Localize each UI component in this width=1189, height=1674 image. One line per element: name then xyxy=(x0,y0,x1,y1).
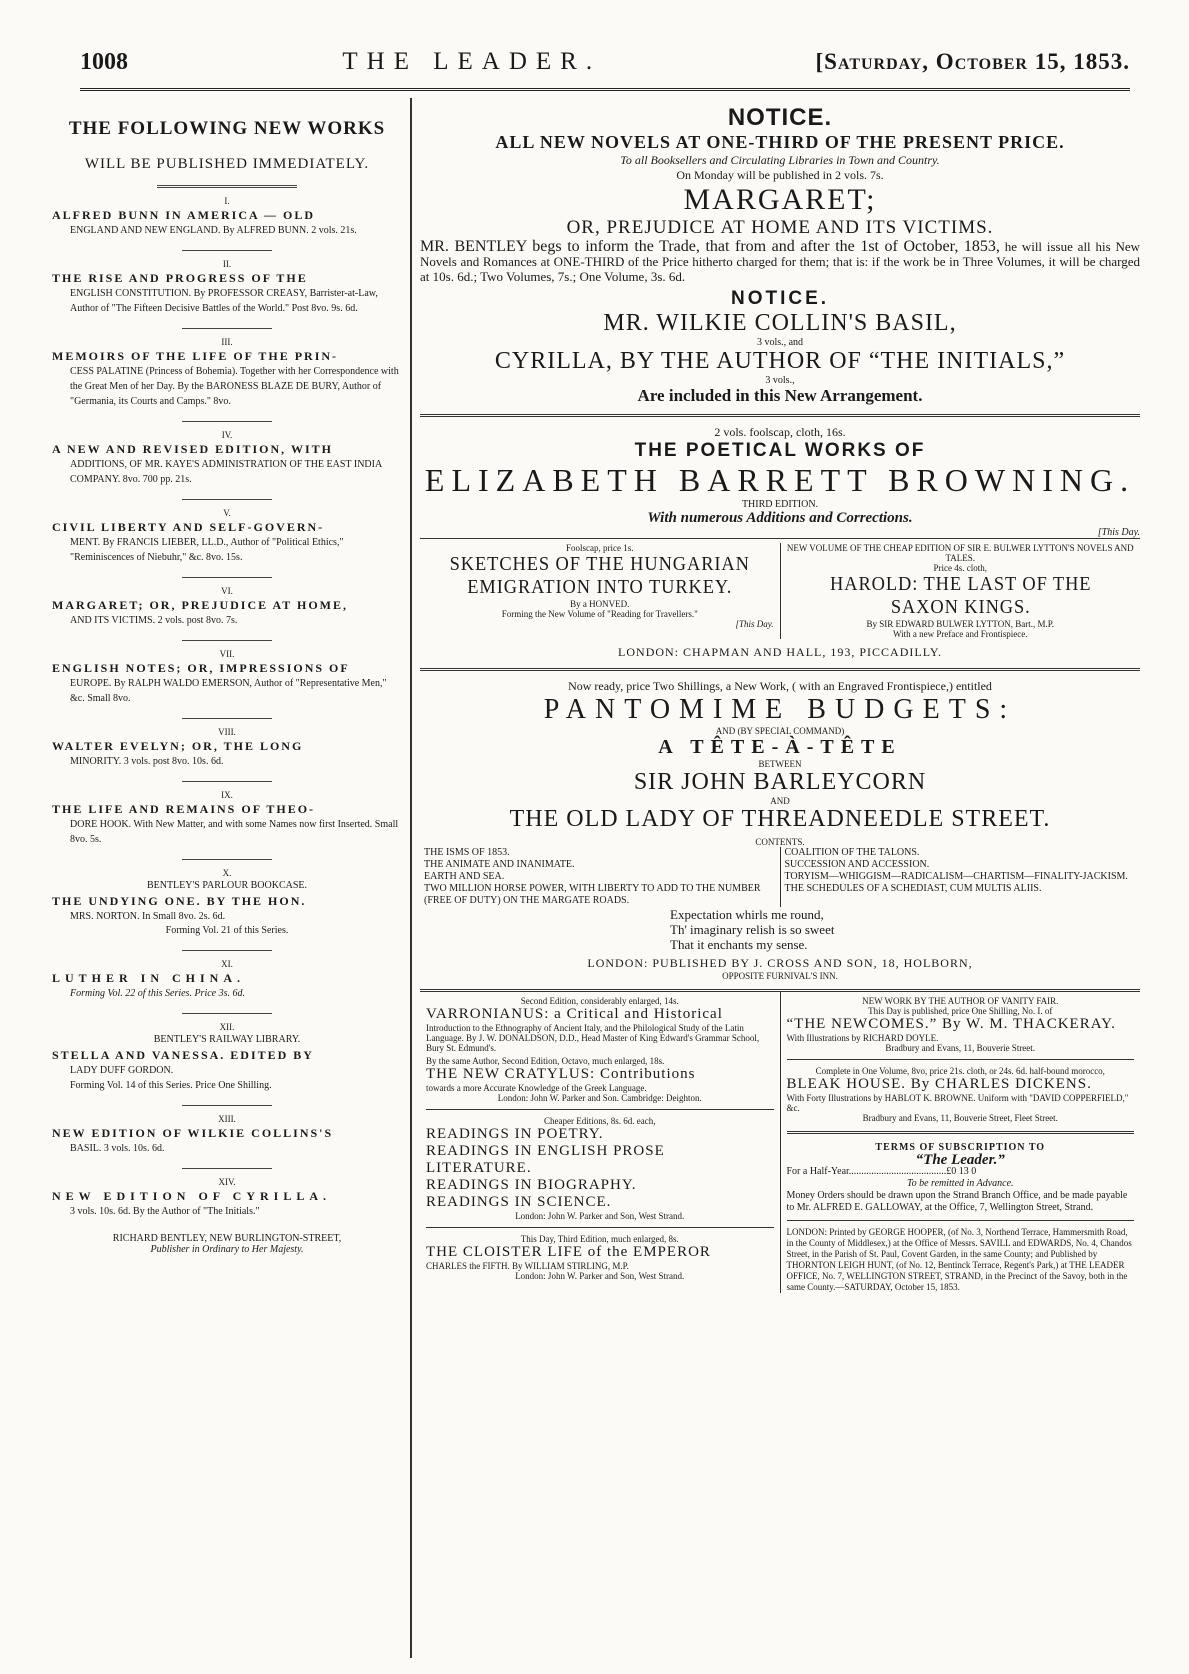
panto-contents-label: CONTENTS. xyxy=(755,837,805,847)
entry-number: V. xyxy=(223,508,231,518)
panto-contents xyxy=(420,847,1140,907)
readings-top: Cheaper Editions, 8s. 6d. each, xyxy=(544,1116,656,1126)
entry-desc: ADDITIONS, OF MR. KAYE'S ADMINISTRATION OF THE EAST INDIA COMPANY. 8vo. 700 pp. 21s. xyxy=(70,459,382,485)
entry-title: STELLA AND VANESSA. EDITED BY xyxy=(52,1048,314,1062)
contents-left xyxy=(420,847,780,907)
newcomes-pub: Bradbury and Evans, 11, Bouverie Street. xyxy=(885,1043,1036,1053)
entry-desc: CESS PALATINE (Princess of Bohemia). Together with her Correspondence with the Great Men of her Day. By the BARONESS BLAZE DE BURY, Author of "Germania, its Courts and Camps." 8vo. xyxy=(70,366,399,407)
cratylus-title: THE NEW CRATYLUS: Contributions xyxy=(426,1066,696,1082)
entry-xi xyxy=(52,950,402,1001)
entry-desc: MRS. NORTON. In Small 8vo. 2s. 6d. xyxy=(70,911,226,922)
entry-number: VI. xyxy=(221,586,233,596)
divider xyxy=(426,1109,774,1110)
bentley-body: he will issue all his New Novels and Romances at ONE-THIRD of the Price hitherto charged for them; that is: if the work be in Three Volumes, it will be charged at 10s. 6d.; Two Volumes, 7s.; One Volume, 3s. 6d. xyxy=(420,239,1140,284)
contents-right xyxy=(780,847,1141,907)
entry-title: THE LIFE AND REMAINS OF THEO- xyxy=(52,802,316,816)
divider xyxy=(157,185,297,188)
harold-price: Price 4s. cloth, xyxy=(933,563,987,573)
entry-desc: MENT. By FRANCIS LIEBER, LL.D., Author of "Political Ethics," "Reminiscences of Niebuhr," &c. 8vo. 15s. xyxy=(70,537,344,563)
poem-line: That it enchants my sense. xyxy=(670,937,808,952)
readings-prose: READINGS IN ENGLISH PROSE LITERATURE. xyxy=(426,1143,665,1176)
divider xyxy=(182,421,272,422)
entry-number: X. xyxy=(222,868,232,878)
arrangement-note: Are included in this New Arrangement. xyxy=(637,386,923,405)
divider xyxy=(182,950,272,951)
panto-opposite: OPPOSITE FURNIVAL'S INN. xyxy=(722,971,838,981)
harold-ad xyxy=(780,543,1141,639)
entry-title: MEMOIRS OF THE LIFE OF THE PRIN- xyxy=(52,349,339,363)
entry-number: XIV. xyxy=(218,1177,236,1187)
newcomes-top: This Day is published, price One Shilling, No. I. of xyxy=(868,1006,1053,1016)
entry-number: XIII. xyxy=(218,1114,236,1124)
divider xyxy=(787,1059,1135,1060)
margaret-subtitle: OR, PREJUDICE AT HOME AND ITS VICTIMS. xyxy=(566,217,994,238)
harold-head: NEW VOLUME OF THE CHEAP EDITION OF SIR E. BULWER LYTTON'S NOVELS AND TALES. xyxy=(786,543,1134,563)
cloister-body: CHARLES the FIFTH. By WILLIAM STIRLING, M.P. xyxy=(426,1261,629,1271)
entry-number: III. xyxy=(221,337,233,347)
divider xyxy=(182,1013,272,1014)
entry-desc: LADY DUFF GORDON. xyxy=(70,1065,174,1076)
chapman-london: LONDON: CHAPMAN AND HALL, 193, PICCADILLY. xyxy=(618,645,942,659)
entry-title: NEW EDITION OF WILKIE COLLINS'S xyxy=(52,1126,334,1140)
hungarian-note: Forming the New Volume of "Reading for Travellers." xyxy=(501,609,698,619)
terms-head: TERMS OF SUBSCRIPTION TO xyxy=(875,1142,1046,1153)
page-number: 1008 xyxy=(80,49,128,75)
contents-item: TORYISM—WHIGGISM—RADICALISM—CHARTISM—FINALITY-JACKISM. xyxy=(784,871,1128,882)
contents-item: TWO MILLION HORSE POWER, WITH LIBERTY TO ADD TO THE NUMBER (FREE OF DUTY) ON THE MARGATE ROADS. xyxy=(424,883,761,906)
basil-vols: 3 vols., and xyxy=(756,337,804,348)
cratylus-body: towards a more Accurate Knowledge of the Greek Language. xyxy=(426,1083,647,1093)
notice-monday: On Monday will be published in 2 vols. 7s. xyxy=(676,168,884,182)
harold-title: HAROLD: THE LAST OF THE SAXON KINGS. xyxy=(829,573,1091,618)
parker-ads xyxy=(420,992,780,1293)
entry-title: ENGLISH NOTES; OR, IMPRESSIONS OF xyxy=(52,661,350,675)
entry-desc: ENGLAND AND NEW ENGLAND. By ALFRED BUNN. 2 vols. 21s. xyxy=(70,225,357,236)
chapman-ads xyxy=(420,538,1140,639)
entry-note: Forming Vol. 22 of this Series. Price 3s. 6d. xyxy=(70,988,245,999)
bleak-body: With Forty Illustrations by HABLOT K. BROWNE. Uniform with "DAVID COPPERFIELD," &c. xyxy=(786,1093,1129,1113)
browning-edition: THIRD EDITION. xyxy=(741,499,819,510)
harold-note: With a new Preface and Frontispiece. xyxy=(892,629,1028,639)
panto-poem xyxy=(670,907,1140,952)
divider xyxy=(182,250,272,251)
cratylus-london: London: John W. Parker and Son. Cambridge: Deighton. xyxy=(497,1093,702,1103)
bleak-top: Complete in One Volume, 8vo, price 21s. cloth, or 24s. 6d. half-bound morocco, xyxy=(815,1066,1105,1076)
list-item xyxy=(52,421,402,487)
contents-item: SUCCESSION AND ACCESSION. xyxy=(784,859,930,870)
notice-title-2: NOTICE. xyxy=(730,288,830,309)
newspaper-title: THE LEADER. xyxy=(342,48,602,75)
entry-x xyxy=(52,859,402,938)
cyrilla-vols: 3 vols., xyxy=(765,375,795,386)
series-name: BENTLEY'S RAILWAY LIBRARY. xyxy=(153,1034,301,1045)
entry-title: THE UNDYING ONE. BY THE HON. xyxy=(52,894,307,908)
varronianus-title: VARRONIANUS: a Critical and Historical xyxy=(426,1006,723,1022)
panto-old-lady: THE OLD LADY OF THREADNEEDLE STREET. xyxy=(509,806,1051,832)
entry-number: VIII. xyxy=(218,727,236,737)
entry-desc: AND ITS VICTIMS. 2 vols. post 8vo. 7s. xyxy=(70,615,238,626)
panto-london: LONDON: PUBLISHED BY J. CROSS AND SON, 18, HOLBORN, xyxy=(587,956,973,970)
divider xyxy=(787,1131,1135,1134)
entry-title: THE RISE AND PROGRESS OF THE xyxy=(52,271,308,285)
panto-ready: Now ready, price Two Shillings, a New Work, ( with an Engraved Frontispiece,) entitled xyxy=(568,679,992,693)
varronianus-body: Introduction to the Ethnography of Ancient Italy, and the Philological Study of the Latin Language. By J. W. DONALDSON, D.D., Head Master of King Edward's Grammar School, Bury St. Edmund's. xyxy=(426,1023,760,1053)
entry-title: WALTER EVELYN; OR, THE LONG xyxy=(52,739,304,753)
hungarian-title: SKETCHES OF THE HUNGARIAN EMIGRATION INTO TURKEY. xyxy=(449,553,750,598)
entry-desc: ENGLISH CONSTITUTION. By PROFESSOR CREASY, Barrister-at-Law, Author of "The Fifteen Decisive Battles of the World." Post 8vo. 9s. 6d. xyxy=(70,288,378,314)
entry-note: Forming Vol. 14 of this Series. Price One Shilling. xyxy=(70,1080,272,1091)
cloister-london: London: John W. Parker and Son, West Strand. xyxy=(515,1271,685,1281)
panto-and: AND xyxy=(770,796,790,806)
readings-london: London: John W. Parker and Son, West Strand. xyxy=(515,1211,685,1221)
readings-biography: READINGS IN BIOGRAPHY. xyxy=(426,1177,637,1193)
entry-number: I. xyxy=(224,196,230,206)
newcomes-head: NEW WORK BY THE AUTHOR OF VANITY FAIR. xyxy=(862,996,1059,1006)
terms-money: Money Orders should be drawn upon the Strand Branch Office, and be made payable to Mr. ALFRED E. GALLOWAY, at the Office, 7, Wellington Street, Strand. xyxy=(786,1190,1128,1213)
left-column xyxy=(52,98,412,1658)
entry-title: ALFRED BUNN IN AMERICA — OLD xyxy=(52,208,316,222)
newcomes-body: With Illustrations by RICHARD DOYLE. xyxy=(786,1033,939,1043)
entry-title: CIVIL LIBERTY AND SELF-GOVERN- xyxy=(52,520,325,534)
browning-price: 2 vols. foolscap, cloth, 16s. xyxy=(714,425,846,439)
readings-science: READINGS IN SCIENCE. xyxy=(426,1194,612,1210)
imprint: LONDON: Printed by GEORGE HOOPER, (of No. 3, Northend Terrace, Hammersmith Road, in the County of Middlesex,) at the Office of Messrs. SAVILL and EDWARDS, No. 4, Chandos Street, in the Parish of St. Paul, Covent Garden, in the same County; and Published by THORNTON LEIGH HUNT, (of No. 12, Bentinck Terrace, Regent's Park,) at THE LEADER OFFICE, No. 7, WELLINGTON STREET, STRAND, in the Precinct of the Savoy, both in the same County.—SATURDAY, October 15, 1853. xyxy=(786,1227,1132,1292)
terms-advance: To be remitted in Advance. xyxy=(906,1178,1014,1189)
bleak-title: BLEAK HOUSE. By CHARLES DICKENS. xyxy=(786,1076,1092,1092)
terms-line: For a Half-Year.......................................£0 13 0 xyxy=(786,1166,977,1177)
divider xyxy=(420,414,1140,417)
entry-list xyxy=(52,196,402,847)
bottom-ads xyxy=(420,989,1140,1293)
panto-tete: A TÊTE-À-TÊTE xyxy=(658,736,902,758)
contents-item: THE ANIMATE AND INANIMATE. xyxy=(424,859,575,870)
terms-paper: “The Leader.” xyxy=(915,1152,1005,1168)
browning-additions: With numerous Additions and Corrections. xyxy=(647,510,913,526)
divider xyxy=(182,640,272,641)
entry-desc: DORE HOOK. With New Matter, and with some Names now first Inserted. Small 8vo. 5s. xyxy=(70,819,399,845)
contents-item: COALITION OF THE TALONS. xyxy=(784,847,920,858)
notice-audience: To all Booksellers and Circulating Libraries in Town and Country. xyxy=(620,153,940,167)
entry-desc: MINORITY. 3 vols. post 8vo. 10s. 6d. xyxy=(70,756,224,767)
panto-special: AND (BY SPECIAL COMMAND) xyxy=(715,726,845,736)
browning-poetical: THE POETICAL WORKS OF xyxy=(634,440,926,461)
bentley-lead: MR. BENTLEY begs to inform the Trade, that from and after the 1st of October, 1853, xyxy=(420,238,1000,255)
publisher-note: Publisher in Ordinary to Her Majesty. xyxy=(150,1244,304,1255)
divider xyxy=(787,1220,1135,1221)
divider xyxy=(182,1105,272,1106)
publisher: RICHARD BENTLEY, NEW BURLINGTON-STREET, xyxy=(112,1233,342,1244)
list-item xyxy=(52,196,402,238)
list-item xyxy=(52,718,402,769)
terms-box xyxy=(787,1142,1135,1214)
issue-date: [Saturday, October 15, 1853. xyxy=(815,49,1130,74)
basil-title: MR. WILKIE COLLIN'S BASIL, xyxy=(603,310,957,336)
bleak-pub: Bradbury and Evans, 11, Bouverie Street, Fleet Street. xyxy=(862,1113,1058,1123)
divider xyxy=(182,577,272,578)
entry-xiii xyxy=(52,1105,402,1156)
masthead xyxy=(80,48,1130,91)
list-item xyxy=(52,328,402,409)
bentley-notice xyxy=(420,239,1140,284)
hungarian-this-day: [This Day. xyxy=(735,619,774,629)
series-name: BENTLEY'S PARLOUR BOOKCASE. xyxy=(146,880,308,891)
left-subheading: WILL BE PUBLISHED IMMEDIATELY. xyxy=(84,156,370,172)
right-column xyxy=(420,98,1140,1658)
panto-sir-john: SIR JOHN BARLEYCORN xyxy=(633,769,927,795)
cloister-title: THE CLOISTER LIFE of the EMPEROR xyxy=(426,1244,711,1260)
list-item xyxy=(52,640,402,706)
entry-title: LUTHER IN CHINA. xyxy=(52,971,246,985)
divider xyxy=(182,718,272,719)
left-heading: THE FOLLOWING NEW WORKS xyxy=(68,118,386,139)
contents-item: THE SCHEDULES OF A SCHEDIAST, CUM MULTIS ALIIS. xyxy=(784,883,1042,894)
list-item xyxy=(52,781,402,847)
poem-line: Expectation whirls me round, xyxy=(670,907,824,922)
list-item xyxy=(52,499,402,565)
cratylus-top: By the same Author, Second Edition, Octavo, much enlarged, 18s. xyxy=(426,1056,665,1066)
contents-item: THE ISMS OF 1853. xyxy=(424,847,510,858)
varronianus-top: Second Edition, considerably enlarged, 14s. xyxy=(520,996,679,1006)
entry-number: XII. xyxy=(219,1022,235,1032)
readings-poetry: READINGS IN POETRY. xyxy=(426,1126,604,1142)
hungarian-ad xyxy=(420,543,780,639)
divider xyxy=(182,499,272,500)
entry-desc: EUROPE. By RALPH WALDO EMERSON, Author of "Representative Men," &c. Small 8vo. xyxy=(70,678,387,704)
browning-this-day: [This Day. xyxy=(1097,527,1140,538)
browning-name: ELIZABETH BARRETT BROWNING. xyxy=(424,462,1136,498)
entry-number: VII. xyxy=(219,649,235,659)
divider xyxy=(426,1227,774,1228)
hungarian-by: By a HONVED. xyxy=(570,599,630,609)
panto-title: PANTOMIME BUDGETS: xyxy=(543,694,1017,725)
bradbury-ads xyxy=(780,992,1141,1293)
entry-title: MARGARET; OR, PREJUDICE AT HOME, xyxy=(52,598,349,612)
entry-number: IV. xyxy=(221,430,233,440)
notice-headline: ALL NEW NOVELS AT ONE-THIRD OF THE PRESENT PRICE. xyxy=(495,132,1065,152)
list-item xyxy=(52,250,402,316)
divider xyxy=(182,859,272,860)
cyrilla-title: CYRILLA, BY THE AUTHOR OF “THE INITIALS,” xyxy=(494,348,1066,374)
panto-between: BETWEEN xyxy=(758,759,802,769)
entry-note: Forming Vol. 21 of this Series. xyxy=(165,925,289,936)
entry-desc: 3 vols. 10s. 6d. By the Author of "The Initials." xyxy=(70,1206,260,1217)
cloister-top: This Day, Third Edition, much enlarged, 8s. xyxy=(520,1234,679,1244)
hungarian-price: Foolscap, price 1s. xyxy=(566,543,634,553)
divider xyxy=(420,668,1140,671)
entry-number: XI. xyxy=(221,959,233,969)
entry-xiv xyxy=(52,1168,402,1219)
list-item xyxy=(52,577,402,628)
notice-title: NOTICE. xyxy=(727,104,833,131)
newcomes-title: “THE NEWCOMES.” By W. M. THACKERAY. xyxy=(786,1016,1116,1032)
entry-number: II. xyxy=(222,259,232,269)
poem-line: Th' imaginary relish is so sweet xyxy=(670,922,835,937)
harold-by: By SIR EDWARD BULWER LYTTON, Bart., M.P. xyxy=(866,619,1054,629)
divider xyxy=(182,328,272,329)
contents-item: EARTH AND SEA. xyxy=(424,871,505,882)
divider xyxy=(182,1168,272,1169)
entry-title: A NEW AND REVISED EDITION, WITH xyxy=(52,442,333,456)
divider xyxy=(182,781,272,782)
entry-number: IX. xyxy=(221,790,233,800)
entry-xii xyxy=(52,1013,402,1093)
entry-title: NEW EDITION OF CYRILLA. xyxy=(52,1189,332,1203)
margaret-title: MARGARET; xyxy=(683,183,877,216)
entry-desc: BASIL. 3 vols. 10s. 6d. xyxy=(70,1143,165,1154)
